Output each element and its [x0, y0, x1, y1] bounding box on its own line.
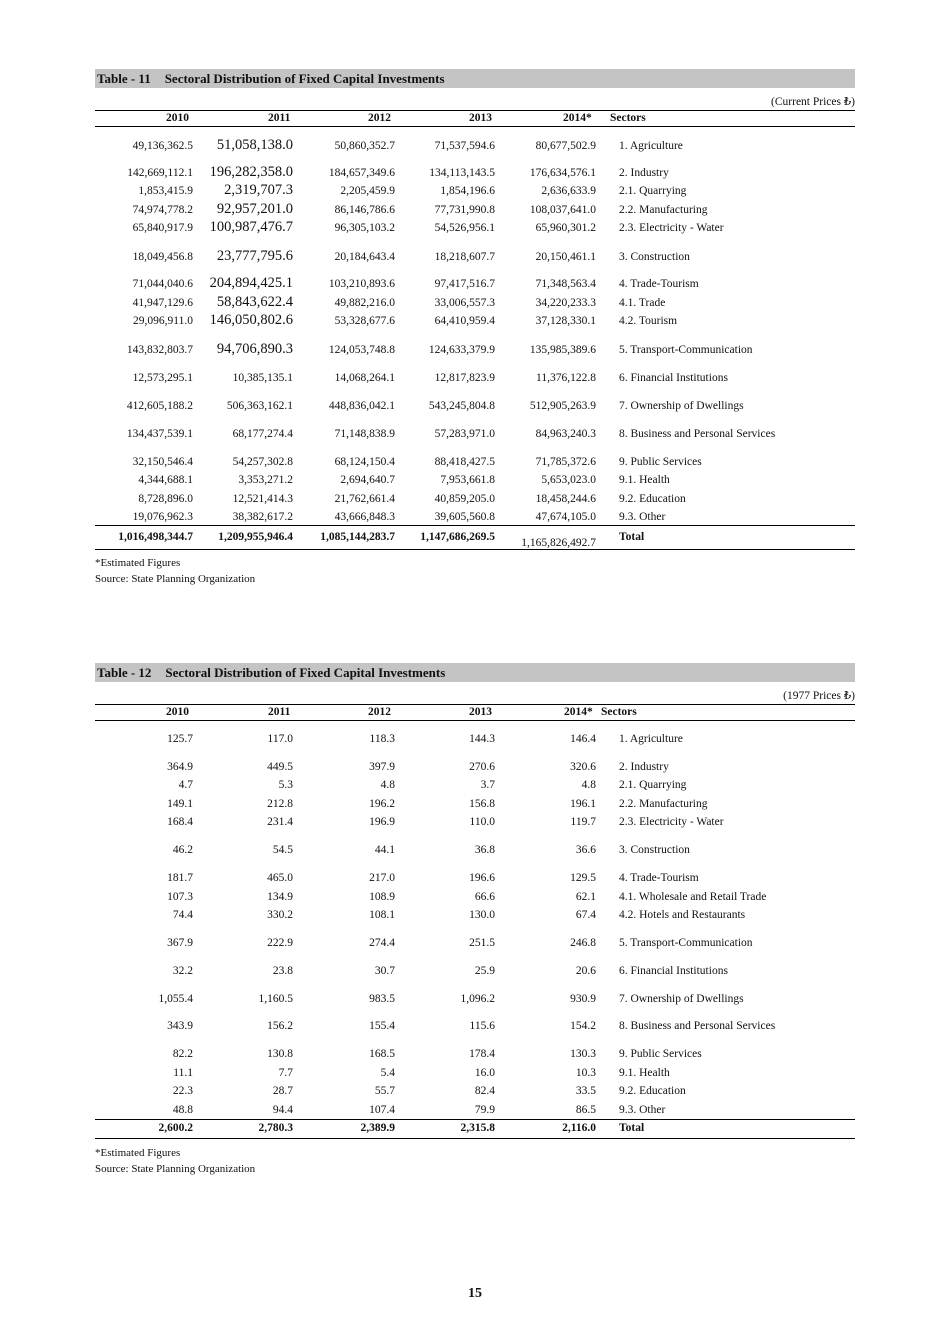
cell-2011: 54,257,302.8: [232, 456, 293, 468]
cell-2012: 108.1: [369, 909, 395, 921]
table-11-price-note: (Current Prices ₺): [771, 96, 855, 108]
cell-2013: 71,537,594.6: [434, 140, 495, 152]
sector-label: 2. Industry: [619, 167, 669, 179]
total-label: Total: [619, 1122, 645, 1134]
cell-2012: 448,836,042.1: [328, 400, 395, 412]
sector-label: 4. Trade-Tourism: [619, 278, 699, 290]
cell-2010: 142,669,112.1: [127, 167, 193, 179]
cell-2013: 124,633,379.9: [428, 344, 495, 356]
cell-2014: 62.1: [575, 891, 596, 903]
table-row: [95, 1048, 855, 1064]
cell-2010: 12,573,295.1: [132, 372, 193, 384]
sector-label: 9.3. Other: [619, 511, 666, 523]
cell-2012: 43,666,848.3: [334, 511, 395, 523]
sector-label: 4.2. Hotels and Restaurants: [619, 909, 746, 921]
cell-2011: 1,160.5: [258, 993, 293, 1005]
cell-2010: 4.7: [178, 779, 193, 791]
cell-2012: 5.4: [380, 1067, 395, 1079]
table-11-note-estimated: *Estimated Figures: [95, 557, 181, 569]
cell-2013: 57,283,971.0: [434, 428, 495, 440]
cell-2012: 108.9: [369, 891, 395, 903]
cell-2013: 3.7: [480, 779, 495, 791]
cell-2013: 64,410,959.4: [434, 315, 495, 327]
sector-label: 2.3. Electricity - Water: [619, 222, 724, 234]
cell-2010: 65,840,917.9: [132, 222, 193, 234]
cell-2013: 110.0: [469, 816, 495, 828]
cell-2011: 12,521,414.3: [232, 493, 293, 505]
table-row: [95, 779, 855, 795]
cell-2010: 1,853,415.9: [138, 185, 193, 197]
cell-2010: 74.4: [172, 909, 193, 921]
cell-2010: 18,049,456.8: [132, 251, 193, 263]
cell-2010: 32,150,546.4: [132, 456, 193, 468]
table-row: [95, 761, 855, 777]
table-12-header-2012: 2012: [368, 706, 391, 718]
sector-label: 9.1. Health: [619, 1067, 670, 1079]
cell-2012: 155.4: [369, 1020, 395, 1032]
cell-2014: 71,348,563.4: [535, 278, 596, 290]
sector-label: 2.1. Quarrying: [619, 779, 687, 791]
cell-2012: 71,148,838.9: [334, 428, 395, 440]
total-cell-2010: 2,600.2: [158, 1122, 193, 1134]
table-row: [95, 891, 855, 907]
cell-2011: 196,282,358.0: [209, 164, 293, 180]
table-row: [95, 248, 855, 267]
cell-2012: 14,068,264.1: [334, 372, 395, 384]
cell-2011: 231.4: [267, 816, 293, 828]
table-row: [95, 798, 855, 814]
total-divider: [95, 1119, 855, 1120]
table-11-header: [95, 110, 855, 127]
cell-2012: 53,328,677.6: [334, 315, 395, 327]
cell-2012: 983.5: [369, 993, 395, 1005]
cell-2013: 97,417,516.7: [434, 278, 495, 290]
cell-2014: 930.9: [570, 993, 596, 1005]
cell-2013: 79.9: [474, 1104, 495, 1116]
cell-2014: 33.5: [575, 1085, 596, 1097]
cell-2014: 20,150,461.1: [535, 251, 596, 263]
table-12-header-2011: 2011: [268, 706, 291, 718]
cell-2010: 412,605,188.2: [126, 400, 193, 412]
cell-2013: 16.0: [474, 1067, 495, 1079]
table-row: [95, 400, 855, 416]
table-11-note-source: Source: State Planning Organization: [95, 573, 256, 585]
table-row: [95, 137, 855, 156]
cell-2011: 38,382,617.2: [232, 511, 293, 523]
cell-2014: 84,963,240.3: [535, 428, 596, 440]
cell-2013: 130.0: [469, 909, 495, 921]
table-row: [95, 965, 855, 981]
cell-2010: 41,947,129.6: [132, 297, 193, 309]
cell-2013: 178.4: [469, 1048, 495, 1060]
sector-label: 7. Ownership of Dwellings: [619, 993, 744, 1005]
cell-2014: 11,376,122.8: [536, 372, 596, 384]
table-11-label: Table - 11: [97, 71, 151, 86]
cell-2014: 36.6: [575, 844, 596, 856]
cell-2010: 19,076,962.3: [132, 511, 193, 523]
cell-2010: 32.2: [172, 965, 193, 977]
table-12-note-source: Source: State Planning Organization: [95, 1163, 256, 1175]
total-cell-2011: 1,209,955,946.4: [218, 531, 293, 543]
cell-2013: 543,245,804.8: [428, 400, 495, 412]
cell-2013: 115.6: [469, 1020, 495, 1032]
cell-2013: 251.5: [469, 937, 495, 949]
cell-2011: 3,353,271.2: [238, 474, 293, 486]
cell-2012: 124,053,748.8: [328, 344, 395, 356]
sector-label: 2.1. Quarrying: [619, 185, 687, 197]
cell-2014: 10.3: [575, 1067, 596, 1079]
cell-2013: 82.4: [474, 1085, 495, 1097]
sector-label: 9. Public Services: [619, 456, 702, 468]
cell-2014: 86.5: [575, 1104, 596, 1116]
cell-2011: 51,058,138.0: [216, 137, 293, 153]
page-number: 15: [468, 1286, 482, 1301]
cell-2011: 465.0: [267, 872, 293, 884]
total-row: [95, 531, 855, 547]
cell-2011: 156.2: [267, 1020, 293, 1032]
total-cell-2011: 2,780.3: [258, 1122, 293, 1134]
table-row: [95, 294, 855, 313]
cell-2013: 1,854,196.6: [440, 185, 495, 197]
table-row: [95, 1104, 855, 1120]
table-12-header-2010: 2010: [166, 706, 189, 718]
sector-label: 4.1. Wholesale and Retail Trade: [619, 891, 767, 903]
table-row: [95, 275, 855, 294]
cell-2013: 39,605,560.8: [434, 511, 495, 523]
cell-2011: 68,177,274.4: [232, 428, 293, 440]
table-11-header-2012: 2012: [368, 112, 391, 124]
cell-2011: 449.5: [267, 761, 293, 773]
cell-2012: 55.7: [374, 1085, 395, 1097]
cell-2014: 196.1: [570, 798, 596, 810]
cell-2012: 49,882,216.0: [334, 297, 395, 309]
cell-2013: 18,218,607.7: [434, 251, 495, 263]
table-row: [95, 182, 855, 201]
cell-2012: 44.1: [374, 844, 395, 856]
table-11-header-2011: 2011: [268, 112, 291, 124]
table-row: [95, 474, 855, 490]
table-bottom-rule: [95, 549, 855, 550]
total-cell-2012: 2,389.9: [360, 1122, 395, 1134]
cell-2014: 512,905,263.9: [529, 400, 596, 412]
total-cell-2013: 2,315.8: [460, 1122, 495, 1134]
cell-2010: 8,728,896.0: [138, 493, 193, 505]
table-12-header-2013: 2013: [469, 706, 492, 718]
table-row: [95, 872, 855, 888]
cell-2014: 119.7: [570, 816, 596, 828]
table-row: [95, 341, 855, 360]
sector-label: 1. Agriculture: [619, 140, 683, 152]
cell-2011: 117.0: [267, 733, 293, 745]
table-row: [95, 844, 855, 860]
table-12-note-estimated: *Estimated Figures: [95, 1147, 181, 1159]
cell-2010: 29,096,911.0: [133, 315, 193, 327]
sector-label: 9. Public Services: [619, 1048, 702, 1060]
cell-2013: 33,006,557.3: [434, 297, 495, 309]
table-12-notes: [95, 1145, 255, 1177]
table-row: [95, 1085, 855, 1101]
cell-2010: 49,136,362.5: [132, 140, 193, 152]
cell-2013: 36.8: [474, 844, 495, 856]
table-12: [95, 663, 855, 1171]
table-12-body: [95, 721, 855, 1171]
cell-2010: 143,832,803.7: [126, 344, 193, 356]
table-row: [95, 493, 855, 509]
table-11-title-bar: [95, 69, 855, 88]
sector-label: 4.1. Trade: [619, 297, 666, 309]
sector-label: 2.2. Manufacturing: [619, 798, 708, 810]
cell-2013: 77,731,990.8: [434, 204, 495, 216]
sector-label: 1. Agriculture: [619, 733, 683, 745]
sector-label: 9.2. Education: [619, 1085, 686, 1097]
cell-2013: 144.3: [469, 733, 495, 745]
cell-2011: 2,319,707.3: [224, 182, 293, 198]
sector-label: 8. Business and Personal Services: [619, 428, 776, 440]
cell-2014: 2,636,633.9: [541, 185, 596, 197]
table-11-notes: [95, 555, 255, 587]
cell-2012: 30.7: [374, 965, 395, 977]
cell-2011: 94,706,890.3: [216, 341, 293, 357]
table-11-title: Sectoral Distribution of Fixed Capital Investments: [164, 71, 445, 86]
cell-2011: 7.7: [278, 1067, 293, 1079]
table-bottom-rule: [95, 1138, 855, 1139]
cell-2011: 23.8: [272, 965, 293, 977]
sector-label: 5. Transport-Communication: [619, 344, 753, 356]
table-row: [95, 219, 855, 238]
cell-2012: 20,184,643.4: [334, 251, 395, 263]
total-row: [95, 1122, 855, 1138]
total-cell-2012: 1,085,144,283.7: [320, 531, 395, 543]
cell-2012: 184,657,349.6: [328, 167, 395, 179]
cell-2012: 4.8: [380, 779, 395, 791]
cell-2011: 330.2: [267, 909, 293, 921]
cell-2013: 270.6: [469, 761, 495, 773]
table-row: [95, 1020, 855, 1036]
cell-2012: 2,205,459.9: [340, 185, 395, 197]
cell-2014: 146.4: [570, 733, 596, 745]
cell-2014: 67.4: [575, 909, 596, 921]
cell-2012: 68,124,150.4: [334, 456, 395, 468]
cell-2010: 134,437,539.1: [126, 428, 193, 440]
sector-label: 4.2. Tourism: [619, 315, 678, 327]
cell-2011: 54.5: [272, 844, 293, 856]
cell-2012: 196.9: [369, 816, 395, 828]
cell-2013: 134,113,143.5: [429, 167, 495, 179]
total-cell-2013: 1,147,686,269.5: [420, 531, 495, 543]
table-12-price-note: (1977 Prices ₺): [783, 690, 855, 702]
table-row: [95, 456, 855, 472]
cell-2013: 156.8: [469, 798, 495, 810]
cell-2011: 506,363,162.1: [226, 400, 293, 412]
table-12-label: Table - 12: [97, 665, 152, 680]
cell-2010: 4,344,688.1: [138, 474, 193, 486]
cell-2014: 80,677,502.9: [535, 140, 596, 152]
cell-2011: 146,050,802.6: [209, 312, 293, 328]
table-row: [95, 937, 855, 953]
cell-2010: 343.9: [167, 1020, 193, 1032]
cell-2011: 94.4: [272, 1104, 293, 1116]
table-11-header-2010: 2010: [166, 112, 189, 124]
cell-2012: 397.9: [369, 761, 395, 773]
cell-2012: 2,694,640.7: [340, 474, 395, 486]
cell-2011: 5.3: [278, 779, 293, 791]
cell-2014: 5,653,023.0: [541, 474, 596, 486]
cell-2010: 74,974,778.2: [132, 204, 193, 216]
cell-2010: 46.2: [172, 844, 193, 856]
sector-label: 9.1. Health: [619, 474, 670, 486]
table-11: [95, 69, 855, 577]
sector-label: 9.3. Other: [619, 1104, 666, 1116]
cell-2011: 134.9: [267, 891, 293, 903]
table-row: [95, 993, 855, 1009]
cell-2014: 65,960,301.2: [535, 222, 596, 234]
table-11-header-sectors: Sectors: [610, 112, 646, 124]
cell-2011: 212.8: [267, 798, 293, 810]
cell-2013: 25.9: [474, 965, 495, 977]
cell-2014: 20.6: [575, 965, 596, 977]
table-row: [95, 201, 855, 220]
cell-2013: 54,526,956.1: [434, 222, 495, 234]
sector-label: 2.2. Manufacturing: [619, 204, 708, 216]
table-12-title: Sectoral Distribution of Fixed Capital Investments: [165, 665, 446, 680]
cell-2013: 88,418,427.5: [434, 456, 495, 468]
cell-2014: 246.8: [570, 937, 596, 949]
cell-2010: 168.4: [167, 816, 193, 828]
cell-2014: 18,458,244.6: [535, 493, 596, 505]
table-11-header-2014: 2014*: [563, 112, 592, 124]
cell-2010: 125.7: [167, 733, 193, 745]
table-12-title-bar: [95, 663, 855, 682]
cell-2010: 149.1: [167, 798, 193, 810]
cell-2014: 130.3: [570, 1048, 596, 1060]
cell-2010: 48.8: [172, 1104, 193, 1116]
sector-label: 2.3. Electricity - Water: [619, 816, 724, 828]
sector-label: 3. Construction: [619, 251, 690, 263]
cell-2011: 23,777,795.6: [216, 248, 293, 264]
cell-2010: 22.3: [172, 1085, 193, 1097]
cell-2013: 1,096.2: [460, 993, 495, 1005]
cell-2012: 21,762,661.4: [334, 493, 395, 505]
cell-2014: 37,128,330.1: [535, 315, 596, 327]
cell-2011: 28.7: [272, 1085, 293, 1097]
cell-2011: 204,894,425.1: [209, 275, 293, 291]
cell-2012: 196.2: [369, 798, 395, 810]
cell-2011: 92,957,201.0: [216, 201, 293, 217]
cell-2010: 367.9: [167, 937, 193, 949]
cell-2011: 10,385,135.1: [232, 372, 293, 384]
cell-2010: 181.7: [167, 872, 193, 884]
cell-2013: 66.6: [474, 891, 495, 903]
sector-label: 8. Business and Personal Services: [619, 1020, 776, 1032]
sector-label: 4. Trade-Tourism: [619, 872, 699, 884]
sector-label: 6. Financial Institutions: [619, 372, 728, 384]
cell-2010: 11.1: [173, 1067, 193, 1079]
cell-2014: 47,674,105.0: [535, 511, 596, 523]
sector-label: 7. Ownership of Dwellings: [619, 400, 744, 412]
table-row: [95, 733, 855, 749]
total-divider: [95, 525, 855, 526]
table-row: [95, 312, 855, 331]
cell-2011: 222.9: [267, 937, 293, 949]
table-12-header: [95, 704, 855, 721]
table-row: [95, 428, 855, 444]
cell-2014: 71,785,372.6: [535, 456, 596, 468]
cell-2010: 1,055.4: [158, 993, 193, 1005]
cell-2013: 40,859,205.0: [434, 493, 495, 505]
cell-2013: 7,953,661.8: [440, 474, 495, 486]
table-11-body: [95, 127, 855, 577]
table-row: [95, 164, 855, 183]
total-cell-2014: 1,165,826,492.7: [521, 537, 596, 549]
cell-2010: 71,044,040.6: [132, 278, 193, 290]
cell-2010: 364.9: [167, 761, 193, 773]
sector-label: 5. Transport-Communication: [619, 937, 753, 949]
table-row: [95, 816, 855, 832]
table-11-header-2013: 2013: [469, 112, 492, 124]
cell-2014: 176,634,576.1: [529, 167, 596, 179]
total-label: Total: [619, 531, 645, 543]
cell-2012: 50,860,352.7: [334, 140, 395, 152]
table-row: [95, 372, 855, 388]
cell-2010: 82.2: [172, 1048, 193, 1060]
sector-label: 2. Industry: [619, 761, 669, 773]
table-row: [95, 1067, 855, 1083]
cell-2012: 96,305,103.2: [334, 222, 395, 234]
cell-2012: 274.4: [369, 937, 395, 949]
table-row: [95, 909, 855, 925]
cell-2012: 217.0: [369, 872, 395, 884]
cell-2013: 12,817,823.9: [434, 372, 495, 384]
cell-2014: 135,985,389.6: [529, 344, 596, 356]
cell-2014: 320.6: [570, 761, 596, 773]
cell-2011: 130.8: [267, 1048, 293, 1060]
cell-2014: 129.5: [570, 872, 596, 884]
cell-2014: 108,037,641.0: [529, 204, 596, 216]
sector-label: 3. Construction: [619, 844, 690, 856]
cell-2010: 107.3: [167, 891, 193, 903]
total-cell-2014: 2,116.0: [562, 1122, 596, 1134]
cell-2014: 154.2: [570, 1020, 596, 1032]
table-12-header-2014: 2014*: [564, 706, 593, 718]
total-cell-2010: 1,016,498,344.7: [118, 531, 193, 543]
cell-2012: 86,146,786.6: [334, 204, 395, 216]
cell-2012: 168.5: [369, 1048, 395, 1060]
cell-2012: 118.3: [369, 733, 395, 745]
sector-label: 9.2. Education: [619, 493, 686, 505]
cell-2012: 103,210,893.6: [328, 278, 395, 290]
cell-2013: 196.6: [469, 872, 495, 884]
cell-2014: 34,220,233.3: [535, 297, 596, 309]
cell-2011: 100,987,476.7: [209, 219, 293, 235]
cell-2012: 107.4: [369, 1104, 395, 1116]
sector-label: 6. Financial Institutions: [619, 965, 728, 977]
table-12-header-sectors: Sectors: [601, 706, 637, 718]
cell-2011: 58,843,622.4: [216, 294, 293, 310]
cell-2014: 4.8: [581, 779, 596, 791]
